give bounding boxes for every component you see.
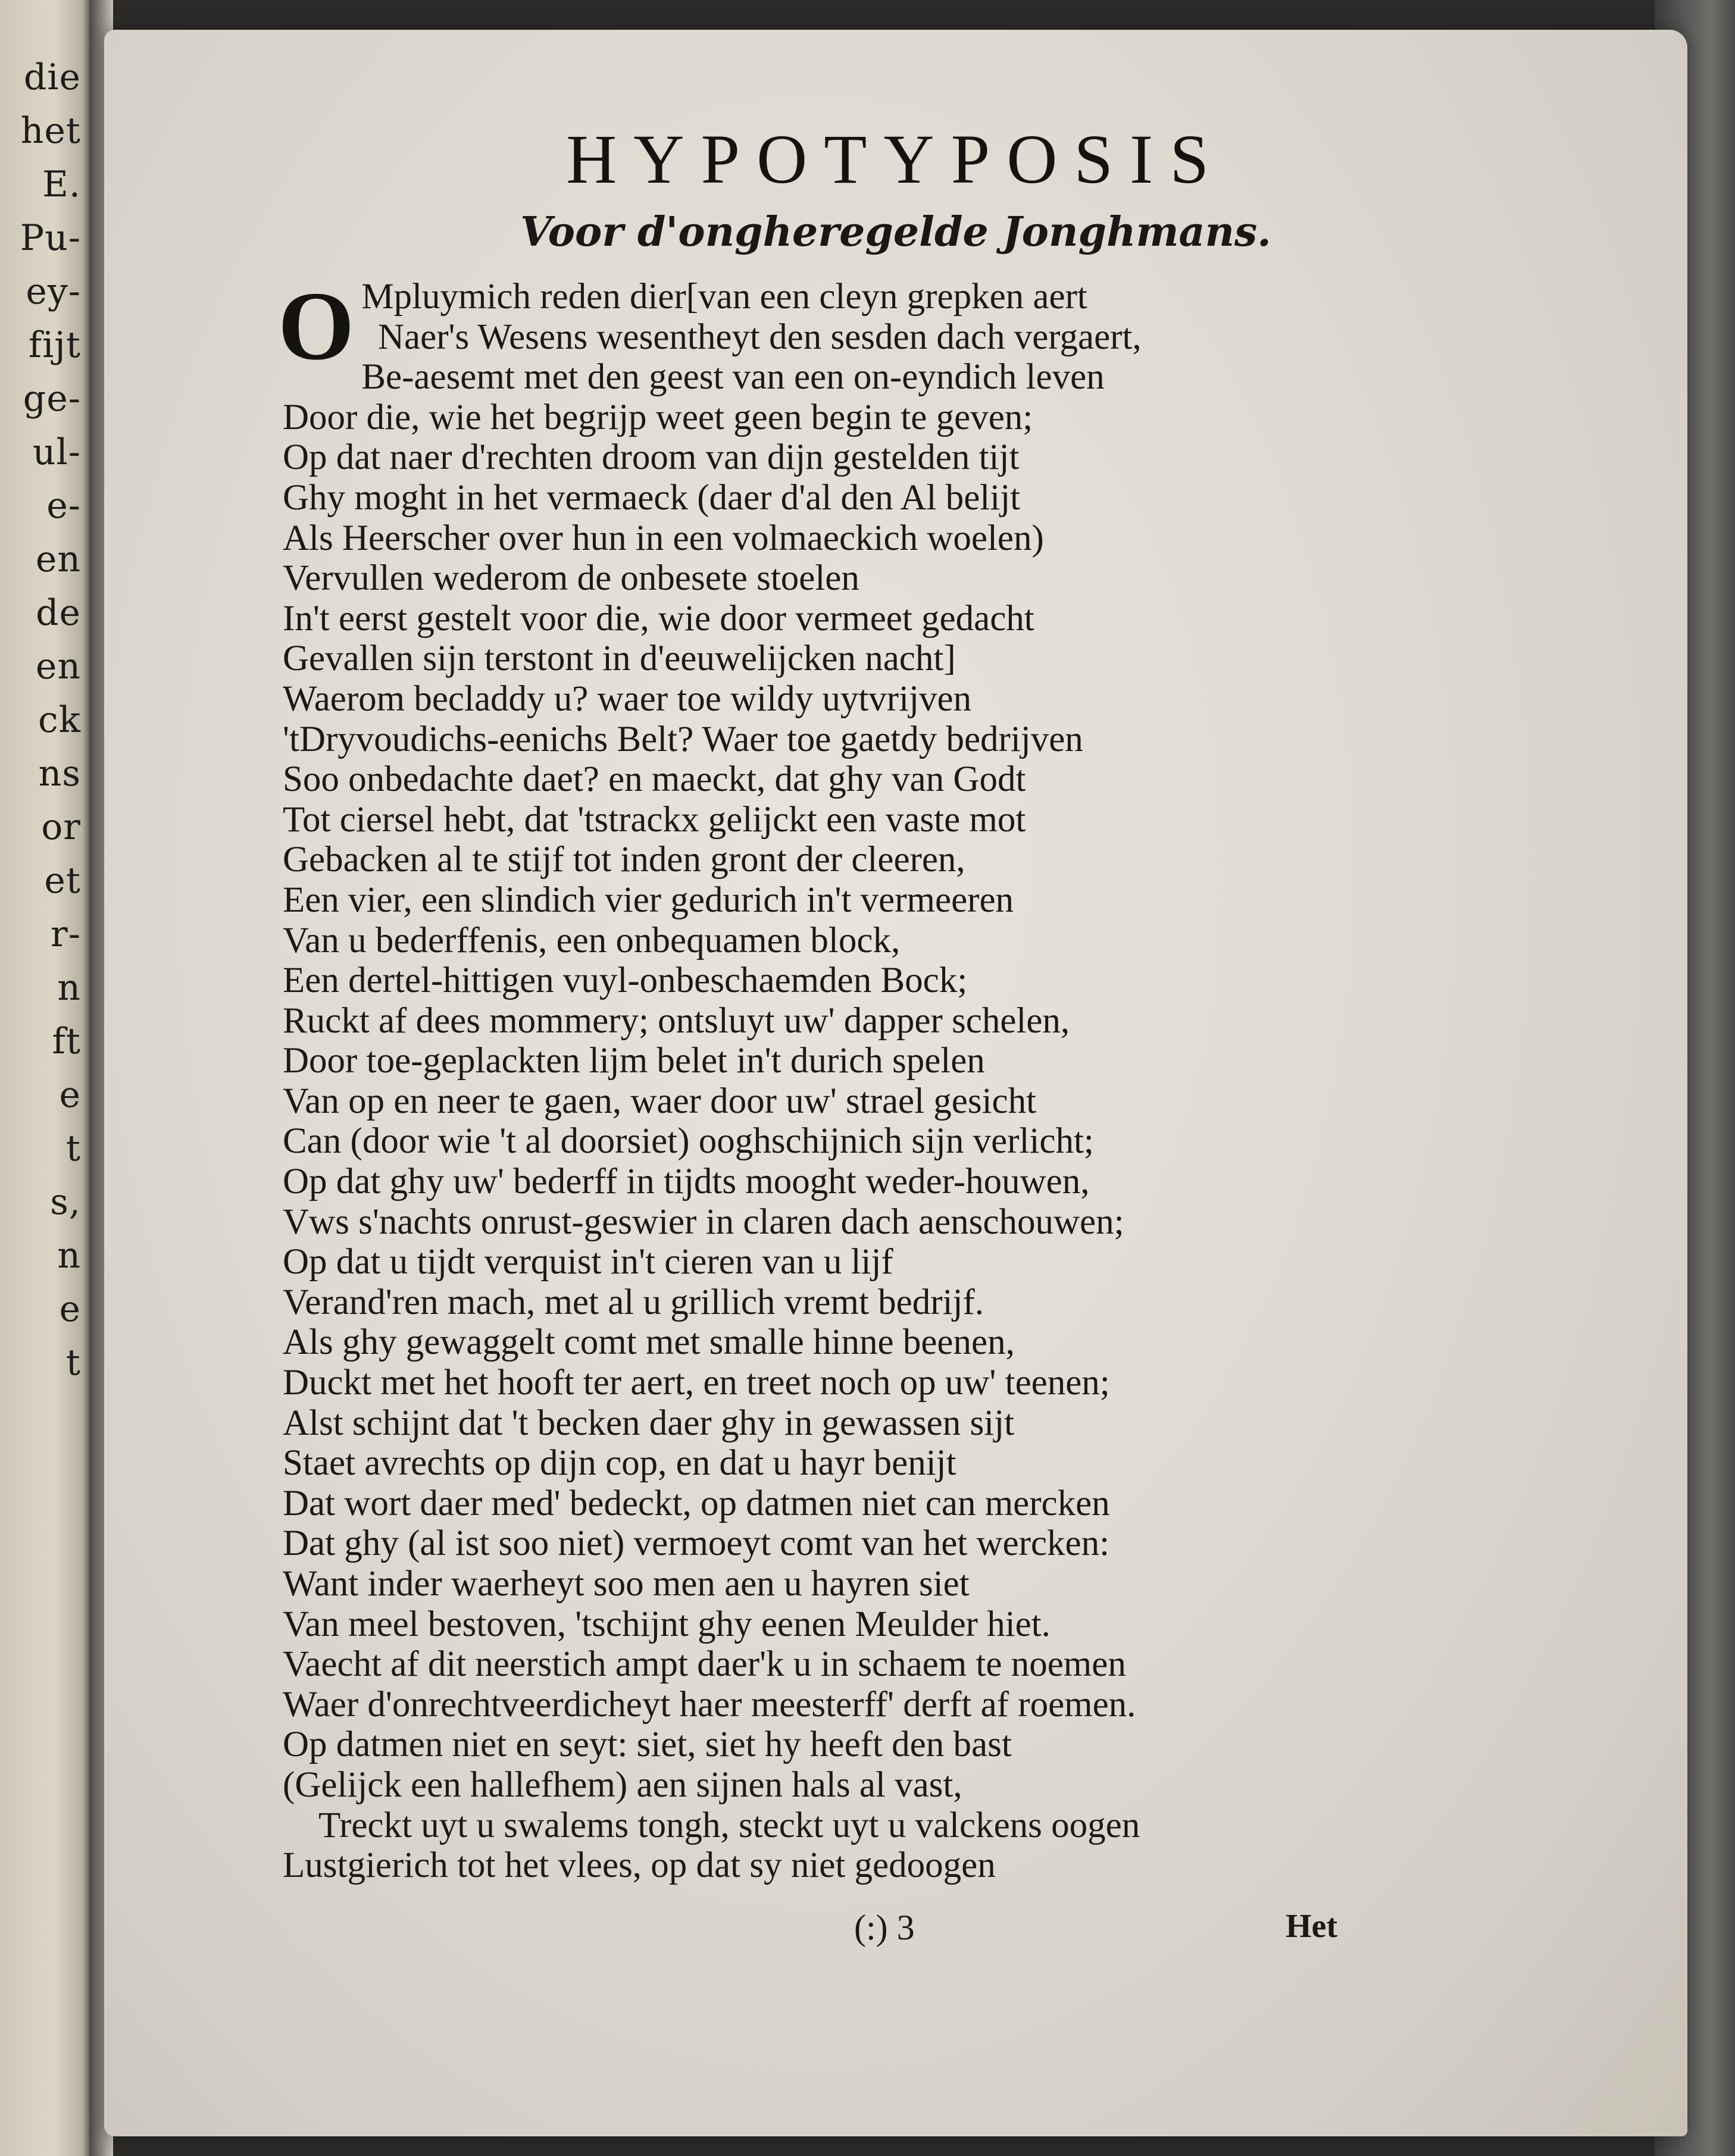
facing-page-fragment: ge- (23, 378, 81, 420)
poem-text (278, 271, 1473, 1886)
poem-line: Op dat naer d'rechten droom van dijn gestelden tijt (283, 437, 1020, 478)
facing-page-fragment: e- (46, 485, 81, 527)
poem-line: Op datmen niet en seyt: siet, siet hy heeft den bast (283, 1725, 1012, 1765)
facing-page-fragment: ck (38, 699, 81, 741)
poem-line: Tot ciersel hebt, dat 'tstrackx gelijckt een vaste mot (283, 799, 1026, 840)
facing-page-fragment: ul- (32, 431, 81, 473)
facing-page-fragment: E. (42, 164, 81, 205)
poem-line: Dat ghy (al ist soo niet) vermoeyt comt van het wercken: (283, 1523, 1110, 1564)
poem-line: 'tDryvoudichs-eenichs Belt? Waer toe gaetdy bedrijven (283, 719, 1083, 759)
poem-line: Op dat ghy uw' bederff in tijdts mooght weder-houwen, (283, 1162, 1090, 1202)
poem-line: Dat wort daer med' bedeckt, op datmen niet can mercken (283, 1483, 1110, 1523)
facing-page-fragment: or (41, 806, 81, 848)
facing-page-fragment: n (57, 967, 81, 1009)
poem-line: Vervullen wederom de onbesete stoelen (283, 558, 859, 599)
facing-page-fragment: ns (38, 753, 81, 794)
poem-line: Waerom becladdy u? waer toe wildy uytvrijven (283, 678, 972, 719)
poem-line: Van meel bestoven, 'tschijnt ghy eenen Meulder hiet. (283, 1604, 1051, 1644)
poem-line: Be-aesemt met den geest van een on-eyndich leven (361, 357, 1105, 398)
poem-line: Van op en neer te gaen, waer door uw' strael gesicht (283, 1081, 1037, 1121)
facing-page-fragment: fijt (28, 324, 81, 366)
facing-page-fragment: en (35, 539, 81, 580)
poem-line: Alst schijnt dat 't becken daer ghy in gewassen sijt (283, 1403, 1015, 1443)
page-title: HYPOTYPOSIS (566, 120, 1226, 198)
poem-line: Op dat u tijdt verquist in't cieren van u lijf (283, 1242, 893, 1282)
poem-line: Van u bederffenis, een onbequamen block, (283, 920, 901, 960)
poem-line: Waer d'onrechtveerdicheyt haer meesterff' derft af roemen. (283, 1684, 1136, 1725)
poem-line: Lustgierich tot het vlees, op dat sy niet gedoogen (283, 1845, 996, 1886)
poem-line: Een vier, een slindich vier gedurich in't vermeeren (283, 880, 1014, 920)
poem-line: Can (door wie 't al doorsiet) ooghschijnich sijn verlicht; (283, 1121, 1094, 1162)
facing-page-fragment: e (59, 1288, 81, 1330)
catchword: Het (1286, 1908, 1338, 1945)
facing-page-fragment: ft (52, 1021, 81, 1062)
poem-line: Duckt met het hooft ter aert, en treet noch op uw' teenen; (283, 1363, 1110, 1403)
poem-line: Want inder waerheyt soo men aen u hayren siet (283, 1564, 970, 1604)
poem-line: Door die, wie het begrijp weet geen begin te geven; (283, 397, 1033, 437)
facing-page-fragment: t (65, 1128, 81, 1169)
facing-page-fragment: Pu- (20, 217, 81, 259)
facing-page-fragment: n (57, 1235, 81, 1276)
poem-line: Ruckt af dees mommery; ontsluyt uw' dapper schelen, (283, 1000, 1070, 1041)
book-page (104, 30, 1687, 2136)
facing-page-fragment: en (35, 646, 81, 687)
poem-line: Door toe-geplackten lijm belet in't durich spelen (283, 1041, 985, 1081)
poem-line: Als Heerscher over hun in een volmaeckich woelen) (283, 518, 1044, 558)
facing-page-fragment: ey- (26, 271, 81, 312)
facing-page-fragment: s, (50, 1181, 81, 1223)
poem-line: Staet avrechts op dijn cop, en dat u hayr benijt (283, 1443, 956, 1484)
poem-line: Treckt uyt u swalems tongh, steckt uyt u valckens oogen (318, 1805, 1140, 1845)
poem-line: Gevallen sijn terstont in d'eeuwelijcken nacht] (283, 639, 956, 679)
poem-line: Verand'ren mach, met al u grillich vremt bedrijf. (283, 1282, 984, 1322)
facing-page-fragment: het (20, 110, 81, 152)
drop-cap: O (278, 271, 355, 380)
poem-line: Mpluymich reden dier[van een cleyn grepken aert (361, 277, 1087, 317)
poem-line: Als ghy gewaggelt comt met smalle hinne beenen, (283, 1322, 1015, 1363)
poem-line: Een dertel-hittigen vuyl-onbeschaemden Bock; (283, 960, 968, 1001)
signature-mark: (:) 3 (854, 1908, 915, 1947)
facing-page-fragment: de (36, 592, 81, 634)
poem-line: Vaecht af dit neerstich ampt daer'k u in schaem te noemen (283, 1644, 1126, 1685)
facing-page-fragment: r- (51, 913, 81, 955)
facing-page-fragment: t (65, 1342, 81, 1384)
facing-page-left (0, 0, 89, 2156)
poem-line: Ghy moght in het vermaeck (daer d'al den Al belijt (283, 477, 1021, 518)
poem-line: Gebacken al te stijf tot inden gront der cleeren, (283, 840, 965, 880)
facing-page-fragment: e (59, 1074, 81, 1116)
poem-line: Naer's Wesens wesentheyt den sesden dach vergaert, (378, 317, 1142, 357)
poem-line: Soo onbedachte daet? en maeckt, dat ghy van Godt (283, 759, 1026, 800)
facing-page-fragment: die (23, 57, 81, 98)
poem-line: In't eerst gestelt voor die, wie door vermeet gedacht (283, 598, 1034, 639)
poem-line: (Gelijck een hallefhem) aen sijnen hals al vast, (283, 1764, 962, 1805)
facing-page-fragment: et (44, 860, 81, 902)
page-subtitle: Voor d'ongheregelde Jonghmans. (520, 208, 1271, 256)
poem-line: Vws s'nachts onrust-geswier in claren dach aenschouwen; (283, 1201, 1124, 1242)
